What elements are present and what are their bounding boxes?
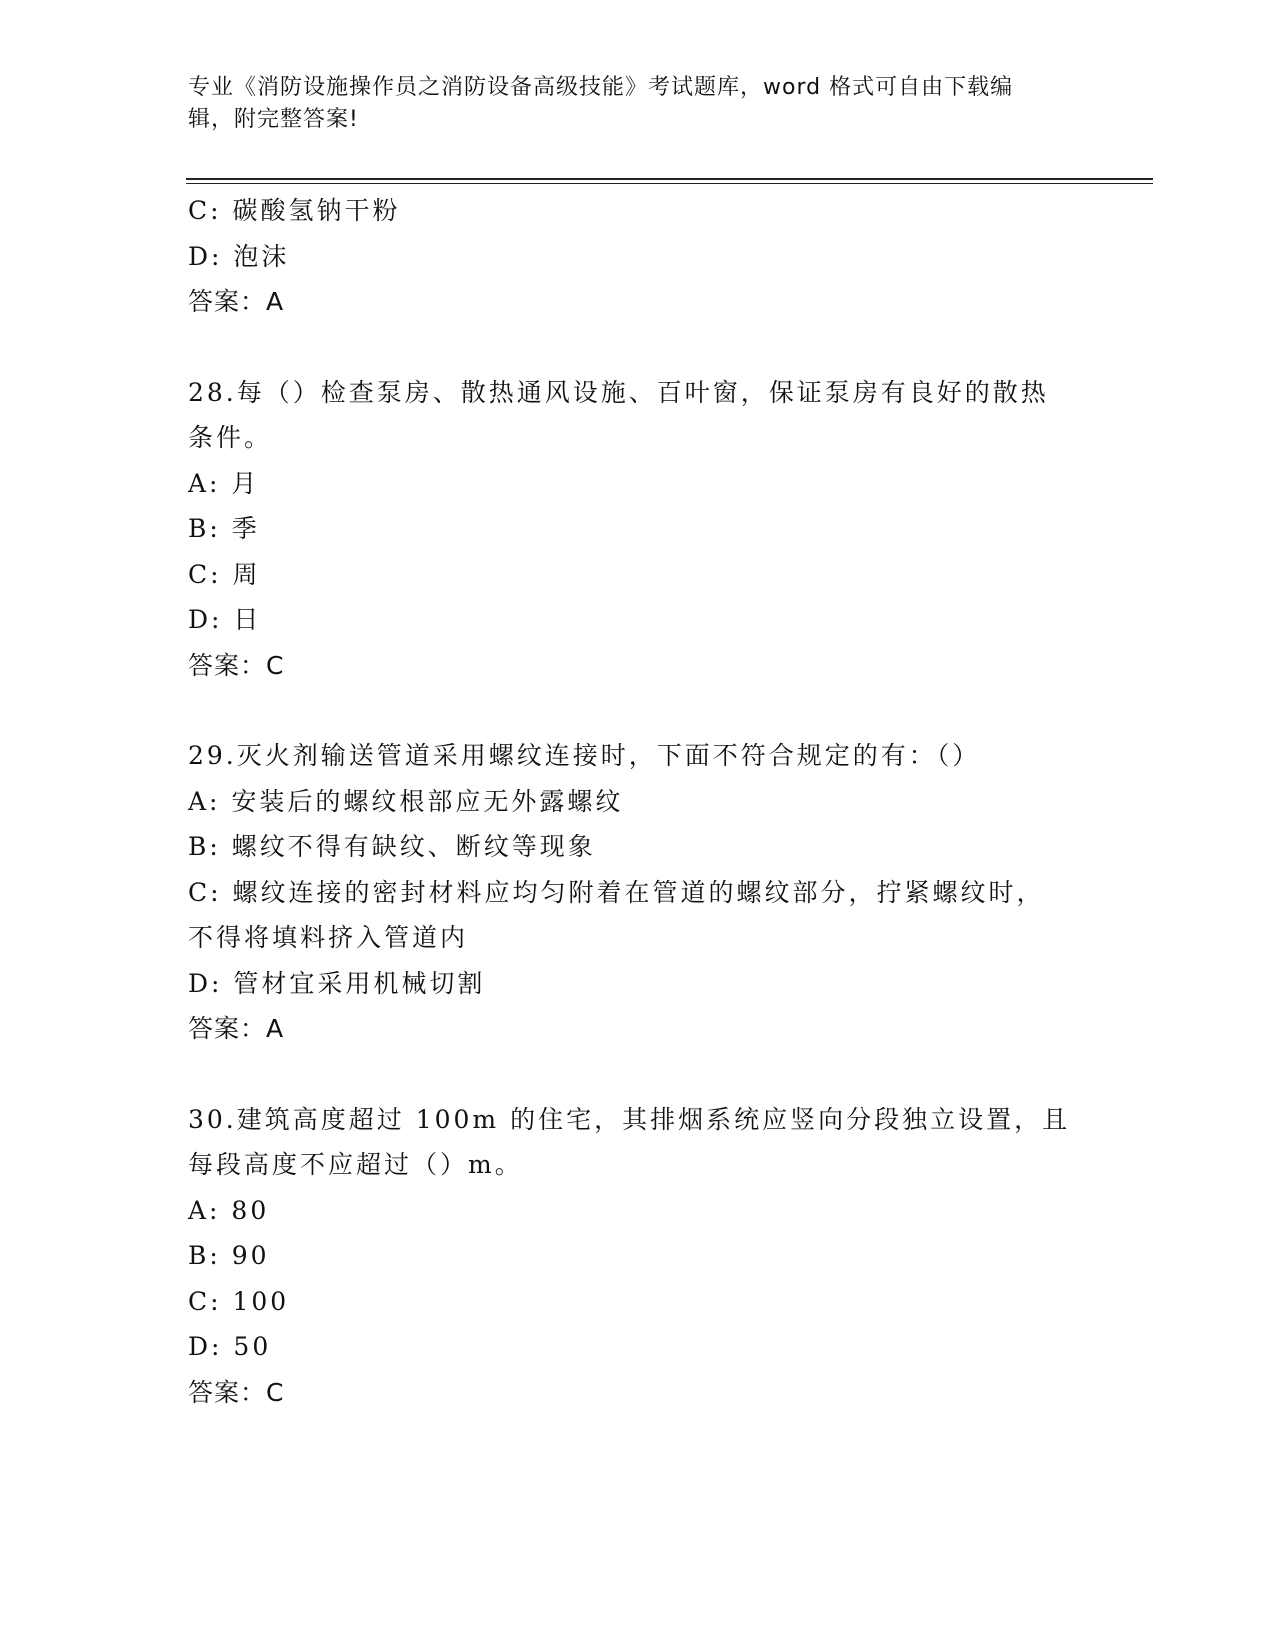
question-block — [188, 733, 1088, 1052]
answer-line: 答案：C — [188, 650, 285, 680]
question-line: D: 50 — [188, 1332, 272, 1361]
header-divider-thick — [186, 178, 1153, 180]
question-block — [188, 1097, 1088, 1416]
question-line: A: 80 — [188, 1195, 270, 1225]
question-line: B: 螺纹不得有缺纹、断纹等现象 — [188, 832, 596, 861]
question-line: 30.建筑高度超过 100m 的住宅，其排烟系统应竖向分段独立设置，且 — [188, 1104, 1071, 1134]
question-line: B: 季 — [188, 514, 260, 543]
question-line: C: 螺纹连接的密封材料应均匀附着在管道的螺纹部分，拧紧螺纹时， — [188, 877, 1045, 907]
question-line: D: 泡沫 — [188, 241, 290, 271]
block-spacer — [188, 325, 1088, 370]
answer-line: 答案：A — [188, 1014, 285, 1043]
question-line: 每段高度不应超过（）m。 — [188, 1150, 523, 1179]
question-line: 条件。 — [188, 423, 273, 452]
question-line: C: 周 — [188, 559, 261, 589]
question-list — [188, 188, 1088, 1415]
question-line: A: 安装后的螺纹根部应无外露螺纹 — [188, 786, 624, 816]
question-line: 28.每（）检查泵房、散热通风设施、百叶窗，保证泵房有良好的散热 — [188, 377, 1049, 407]
question-block — [188, 188, 1088, 325]
question-line: A: 月 — [188, 468, 260, 498]
question-line: C: 碳酸氢钠干粉 — [188, 196, 401, 225]
answer-line: 答案：C — [188, 1377, 285, 1407]
block-spacer — [188, 1052, 1088, 1097]
block-spacer — [188, 688, 1088, 733]
question-line: B: 90 — [188, 1241, 270, 1270]
question-line: D: 管材宜采用机械切割 — [188, 968, 486, 998]
question-line: C: 100 — [188, 1286, 290, 1316]
header-divider-thin — [186, 183, 1153, 184]
question-line: D: 日 — [188, 605, 262, 634]
header-line-1: 专业《消防设施操作员之消防设备高级技能》考试题库，word 格式可自由下载编 — [188, 75, 1014, 100]
answer-line: 答案：A — [188, 287, 285, 316]
question-block — [188, 370, 1088, 689]
question-line: 不得将填料挤入管道内 — [188, 923, 469, 952]
document-header — [188, 72, 1068, 136]
question-line: 29.灭火剂输送管道采用螺纹连接时，下面不符合规定的有：（） — [188, 741, 981, 770]
header-line-2: 辑，附完整答案! — [188, 107, 359, 132]
